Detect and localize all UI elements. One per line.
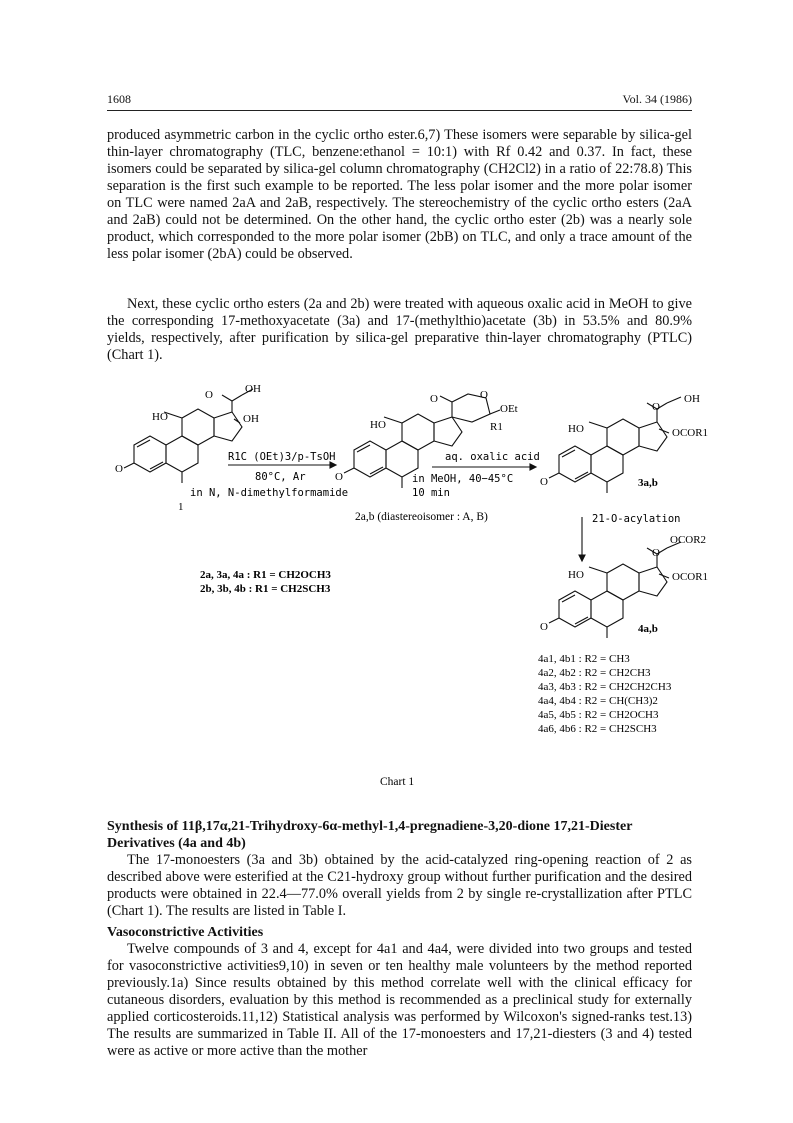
section-heading-vasoconstrictive: Vasoconstrictive Activities — [107, 925, 264, 940]
reagent-2-line-1: aq. oxalic acid — [445, 451, 540, 463]
label-o-2-ketone: O — [335, 471, 343, 483]
reagent-1-line-3: in N, N-dimethylformamide — [190, 487, 349, 499]
reagent-1-line-2: 80°C, Ar — [255, 471, 306, 483]
label-ho-2: HO — [370, 419, 386, 431]
label-o-2b: O — [480, 389, 488, 401]
label-ocor2-4: OCOR2 — [670, 534, 707, 546]
r1-definition-a: 2a, 3a, 4a : R1 = CH2OCH3 — [200, 569, 331, 581]
page-number: 1608 — [107, 92, 131, 106]
label-oet-2: OEt — [500, 403, 518, 415]
label-ho-3: HO — [568, 423, 584, 435]
reagent-2-line-2: in MeOH, 40−45°C — [412, 473, 514, 485]
compound-2-label: 2a,b (diastereoisomer : A, B) — [355, 511, 488, 523]
reagent-1-line-1: R1C (OEt)3/p-TsOH — [228, 451, 336, 463]
journal-volume: Vol. 34 (1986) — [622, 92, 692, 106]
label-o-2a: O — [430, 393, 438, 405]
label-o-1: O — [205, 389, 213, 401]
label-ocor1-3: OCOR1 — [672, 427, 709, 439]
label-ocor1-4: OCOR1 — [672, 571, 709, 583]
label-o-1-ketone: O — [115, 463, 123, 475]
label-r1-2: R1 — [490, 421, 503, 433]
compound-3-label: 3a,b — [638, 477, 658, 489]
paragraph-synthesis: The 17-monoesters (3a and 3b) obtained by the acid-catalyzed ring-opening reaction of 2 as described above were esterified at the C21-hydroxy group without further purification and the desired products were obtained in 22.4—77.0% overall yields from 2 by single re-crystallization after PTLC (Chart 1). The results are listed in Table I. — [107, 852, 692, 919]
section-heading-synthesis: Synthesis of 11β,17α,21-Trihydroxy-6α-methyl-1,4-pregnadiene-3,20-dione 17,21-Diester Derivatives (4a and 4b) — [107, 819, 633, 851]
r2-definition-2: 4a2, 4b2 : R2 = CH2CH3 — [538, 667, 651, 679]
reagent-2-line-3: 10 min — [412, 487, 450, 499]
r2-definition-4: 4a4, 4b4 : R2 = CH(CH3)2 — [538, 695, 658, 707]
paragraph-ortho-esters: Next, these cyclic ortho esters (2a and 2b) were treated with aqueous oxalic acid in MeOH to give the corresponding 17-methoxyacetate (3a) and 17-(methylthio)acetate (3b) in 53.5% and 80.9% yields, respectively, after purification by silica-gel preparative thin-layer chromatography (PTLC) (Chart 1). — [107, 296, 692, 363]
r2-definition-6: 4a6, 4b6 : R2 = CH2SCH3 — [538, 723, 657, 735]
compound-4-label: 4a,b — [638, 623, 658, 635]
label-ho-4: HO — [568, 569, 584, 581]
r2-definition-5: 4a5, 4b5 : R2 = CH2OCH3 — [538, 709, 659, 721]
label-o-4: O — [652, 547, 660, 559]
steroid-skeleton-4 — [549, 542, 681, 638]
steroid-skeleton-3 — [549, 397, 681, 493]
compound-1-label: 1 — [178, 501, 184, 513]
label-o-3-ketone: O — [540, 476, 548, 488]
r2-definition-3: 4a3, 4b3 : R2 = CH2CH2CH3 — [538, 681, 672, 693]
label-o-4-ketone: O — [540, 621, 548, 633]
r2-definition-1: 4a1, 4b1 : R2 = CH3 — [538, 653, 630, 665]
label-oh-1b: OH — [243, 413, 259, 425]
label-ho-1: HO — [152, 411, 168, 423]
r1-definition-b: 2b, 3b, 4b : R1 = CH2SCH3 — [200, 583, 331, 595]
chart-caption: Chart 1 — [380, 776, 415, 788]
paragraph-isomers: produced asymmetric carbon in the cyclic ortho ester.6,7) These isomers were separable by silica-gel thin-layer chromatography (TLC, benzene:ethanol = 10:1) with Rf 0.42 and 0.37. In fact, these isomers could be separated by silica-gel column chromatography (CH2Cl2) in a ratio of 22:78.8) This separation is the first such example to be reported. The less polar isomer and the more polar isomer on TLC were named 2aA and 2aB, respectively. The stereochemistry of the cyclic ortho esters (2aA and 2aB) could not be determined. On the other hand, the cyclic ortho ester (2b) was a nearly sole product, which corresponded to the more polar isomer (2bB) on TLC, and only a trace amount of the less polar isomer (2bA) could be observed. — [107, 127, 692, 262]
label-o-3: O — [652, 401, 660, 413]
paragraph-vasoconstrictive: Twelve compounds of 3 and 4, except for 4a1 and 4a4, were divided into two groups and tested for vasoconstrictive activities9,10) in seven or ten healthy male volunteers by the method reported previously.1a) Since results obtained by this method correlate well with the clinical efficacy for cutaneous disorders, evaluation by this method is recommended as a preclinical study for externally applied corticosteroids.11,12) Statistical analysis was performed by Wilcoxon's signed-ranks test.13) The results are summarized in Table II. All of the 17-monoesters and 17,21-diesters (3 and 4) tested were as active or more active than the mother — [107, 941, 692, 1059]
steroid-skeleton-1 — [124, 389, 253, 483]
label-oh-3: OH — [684, 393, 700, 405]
reagent-3-label: 21-O-acylation — [592, 513, 681, 525]
label-oh-1a: OH — [245, 383, 261, 395]
